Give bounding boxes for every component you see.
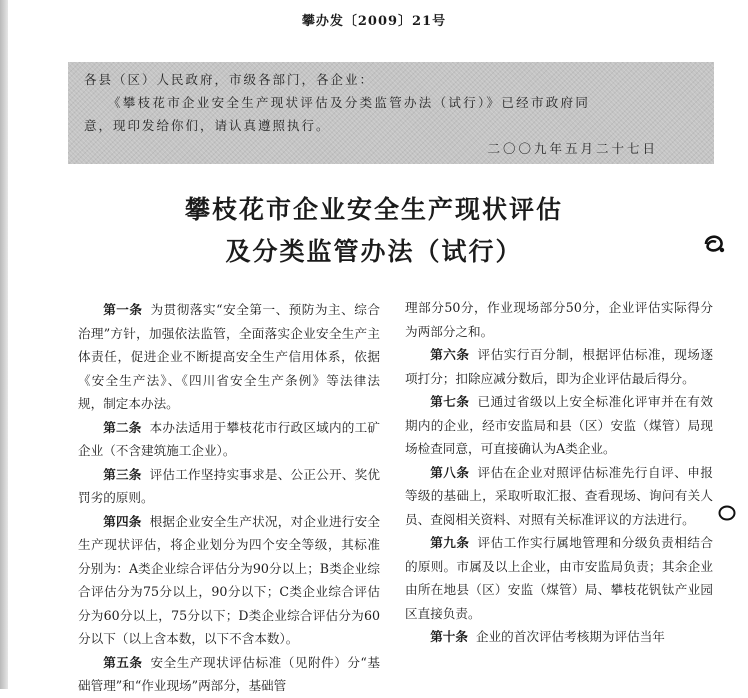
document-title-line1: 攀枝花市企业安全生产现状评估 xyxy=(184,195,563,224)
article-6-text: 评估实行百分制，根据评估标准，现场逐项打分；扣除应减分数后，即为企业评估最后得分。 xyxy=(405,347,714,386)
article-5-text: 安全生产现状评估标准（见附件）分“基础管理”和“作业现场”两部分，基础管 xyxy=(78,654,380,693)
article-7-label: 第七条 xyxy=(430,394,470,409)
article-3-label: 第三条 xyxy=(103,466,142,482)
notice-body-line1: 《攀枝花市企业安全生产现状评估及分类监管办法（试行）》已经市政府同 xyxy=(108,95,591,110)
article-9-text: 评估工作实行属地管理和分级负责相结合的原则。市属及以上企业，由市安监局负责；其余企业由所在地县（区）安监（煤管）局、攀枝花钒钛产业园区直接负责。 xyxy=(405,535,714,621)
handwritten-circle-icon xyxy=(716,503,738,523)
article-5-continuation: 理部分50分，作业现场部分50分，企业评估实际得分为两部分之和。 xyxy=(405,300,713,339)
article-1 xyxy=(78,298,380,416)
article-9-label: 第九条 xyxy=(430,535,470,550)
notice-banner xyxy=(68,62,714,164)
article-5-label: 第五条 xyxy=(103,654,143,670)
document-title-line2: 及分类监管办法（试行） xyxy=(225,237,523,266)
article-8 xyxy=(405,461,713,532)
right-column xyxy=(405,296,713,649)
article-1-text: 为贯彻落实“安全第一、预防为主、综合治理”方针，加强依法监管，全面落实企业安全生产主体责任，促进企业不断提高安全生产信用体系，依据《安全生产法》、《四川省安全生产条例》等法律法规，制定本办法。 xyxy=(78,302,380,411)
article-2-text: 本办法适用于攀枝花市行政区域内的工矿企业（不含建筑施工企业）。 xyxy=(78,419,381,458)
article-4-text: 根据企业安全生产状况，对企业进行安全生产现状评估，将企业划分为四个安全等级，其标准分别为：A类企业综合评估分为90分以上；B类企业综合评估分为75分以上，90分以下；C类企业综合评估分为60分以上，75分以下；D类企业综合评估分为60分以下（以上含本数，以下不含本数）。 xyxy=(78,513,381,646)
article-8-label: 第八条 xyxy=(430,464,470,480)
article-7 xyxy=(405,390,713,461)
article-5 xyxy=(78,651,380,698)
article-10 xyxy=(405,625,713,649)
article-3 xyxy=(78,463,380,510)
notice-addressee: 各县（区）人民政府，市级各部门，各企业： xyxy=(84,72,375,87)
article-3-text: 评估工作坚持实事求是、公正公开、奖优罚劣的原则。 xyxy=(78,466,381,505)
article-10-label: 第十条 xyxy=(430,629,468,644)
notice-body-line2: 意，现印发给你们，请认真遵照执行。 xyxy=(84,118,331,133)
handwritten-mark-icon xyxy=(702,230,728,256)
article-2-label: 第二条 xyxy=(103,419,142,435)
article-2 xyxy=(78,416,380,463)
article-10-text: 企业的首次评估考核期为评估当年 xyxy=(475,629,665,644)
article-4-label: 第四条 xyxy=(103,513,142,529)
article-4 xyxy=(78,510,380,651)
article-1-label: 第一条 xyxy=(103,302,143,317)
article-9 xyxy=(405,531,713,625)
document-number: 攀办发〔2009〕21号 xyxy=(301,14,447,29)
article-6-label: 第六条 xyxy=(430,347,470,362)
page-spine-edge xyxy=(0,0,8,689)
article-7-text: 已通过省级以上安全标准化评审并在有效期内的企业，经市安监局和县（区）安监（煤管）局现场检查同意，可直接确认为A类企业。 xyxy=(405,394,714,456)
notice-date: 二〇〇九年五月二十七日 xyxy=(487,141,658,156)
article-8-text: 评估在企业对照评估标准先行自评、申报等级的基础上，采取听取汇报、查看现场、询问有关人员、查阅相关资料、对照有关标准评议的方法进行。 xyxy=(405,464,714,527)
article-6 xyxy=(405,343,713,390)
left-column xyxy=(78,298,380,698)
